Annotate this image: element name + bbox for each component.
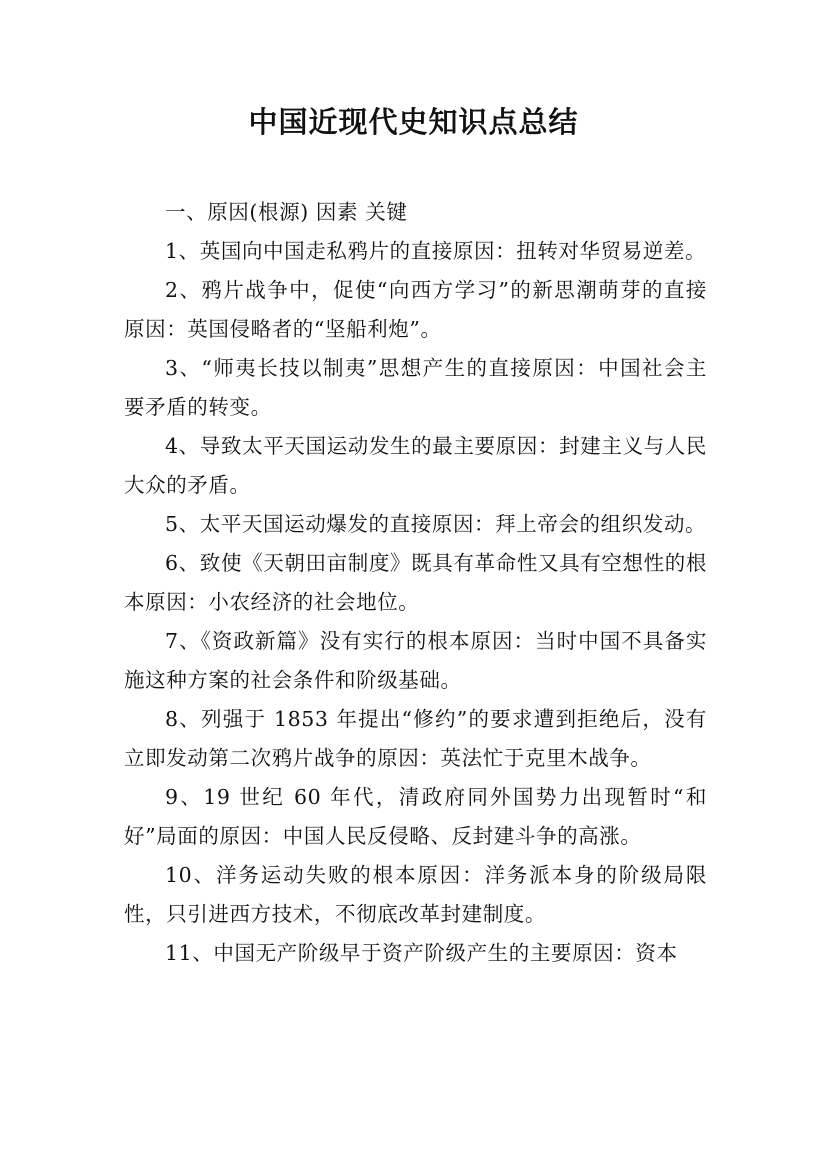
paragraph-10: 10、洋务运动失败的根本原因：洋务派本身的阶级局限性，只引进西方技术，不彻底改革封建制度。 [124, 863, 707, 926]
document-body [124, 193, 707, 973]
document-title: 中国近现代史知识点总结 [248, 105, 579, 139]
paragraph-1: 1、英国向中国走私鸦片的直接原因：扭转对华贸易逆差。 [165, 239, 707, 263]
paragraph-6: 6、致使《天朝田亩制度》既具有革命性又具有空想性的根本原因：小农经济的社会地位。 [124, 551, 707, 614]
paragraph-2: 2、鸦片战争中，促使“向西方学习”的新思潮萌芽的直接原因：英国侵略者的“坚船利炮”。 [124, 278, 707, 341]
section-heading: 一、原因(根源) 因素 关键 [165, 200, 408, 224]
paragraph-7: 7、《资政新篇》没有实行的根本原因：当时中国不具备实施这种方案的社会条件和阶级基础。 [124, 629, 707, 692]
paragraph-5: 5、太平天国运动爆发的直接原因：拜上帝会的组织发动。 [165, 512, 707, 536]
paragraph-8: 8、列强于 1853 年提出“修约”的要求遭到拒绝后，没有立即发动第二次鸦片战争的原因：英法忙于克里木战争。 [124, 707, 707, 770]
paragraph-3: 3、“师夷长技以制夷”思想产生的直接原因：中国社会主要矛盾的转变。 [124, 356, 707, 419]
paragraph-9: 9、19 世纪 60 年代，清政府同外国势力出现暂时“和好”局面的原因：中国人民反侵略、反封建斗争的高涨。 [124, 785, 707, 848]
paragraph-4: 4、导致太平天国运动发生的最主要原因：封建主义与人民大众的矛盾。 [124, 434, 707, 497]
paragraph-11: 11、中国无产阶级早于资产阶级产生的主要原因：资本 [165, 941, 678, 965]
